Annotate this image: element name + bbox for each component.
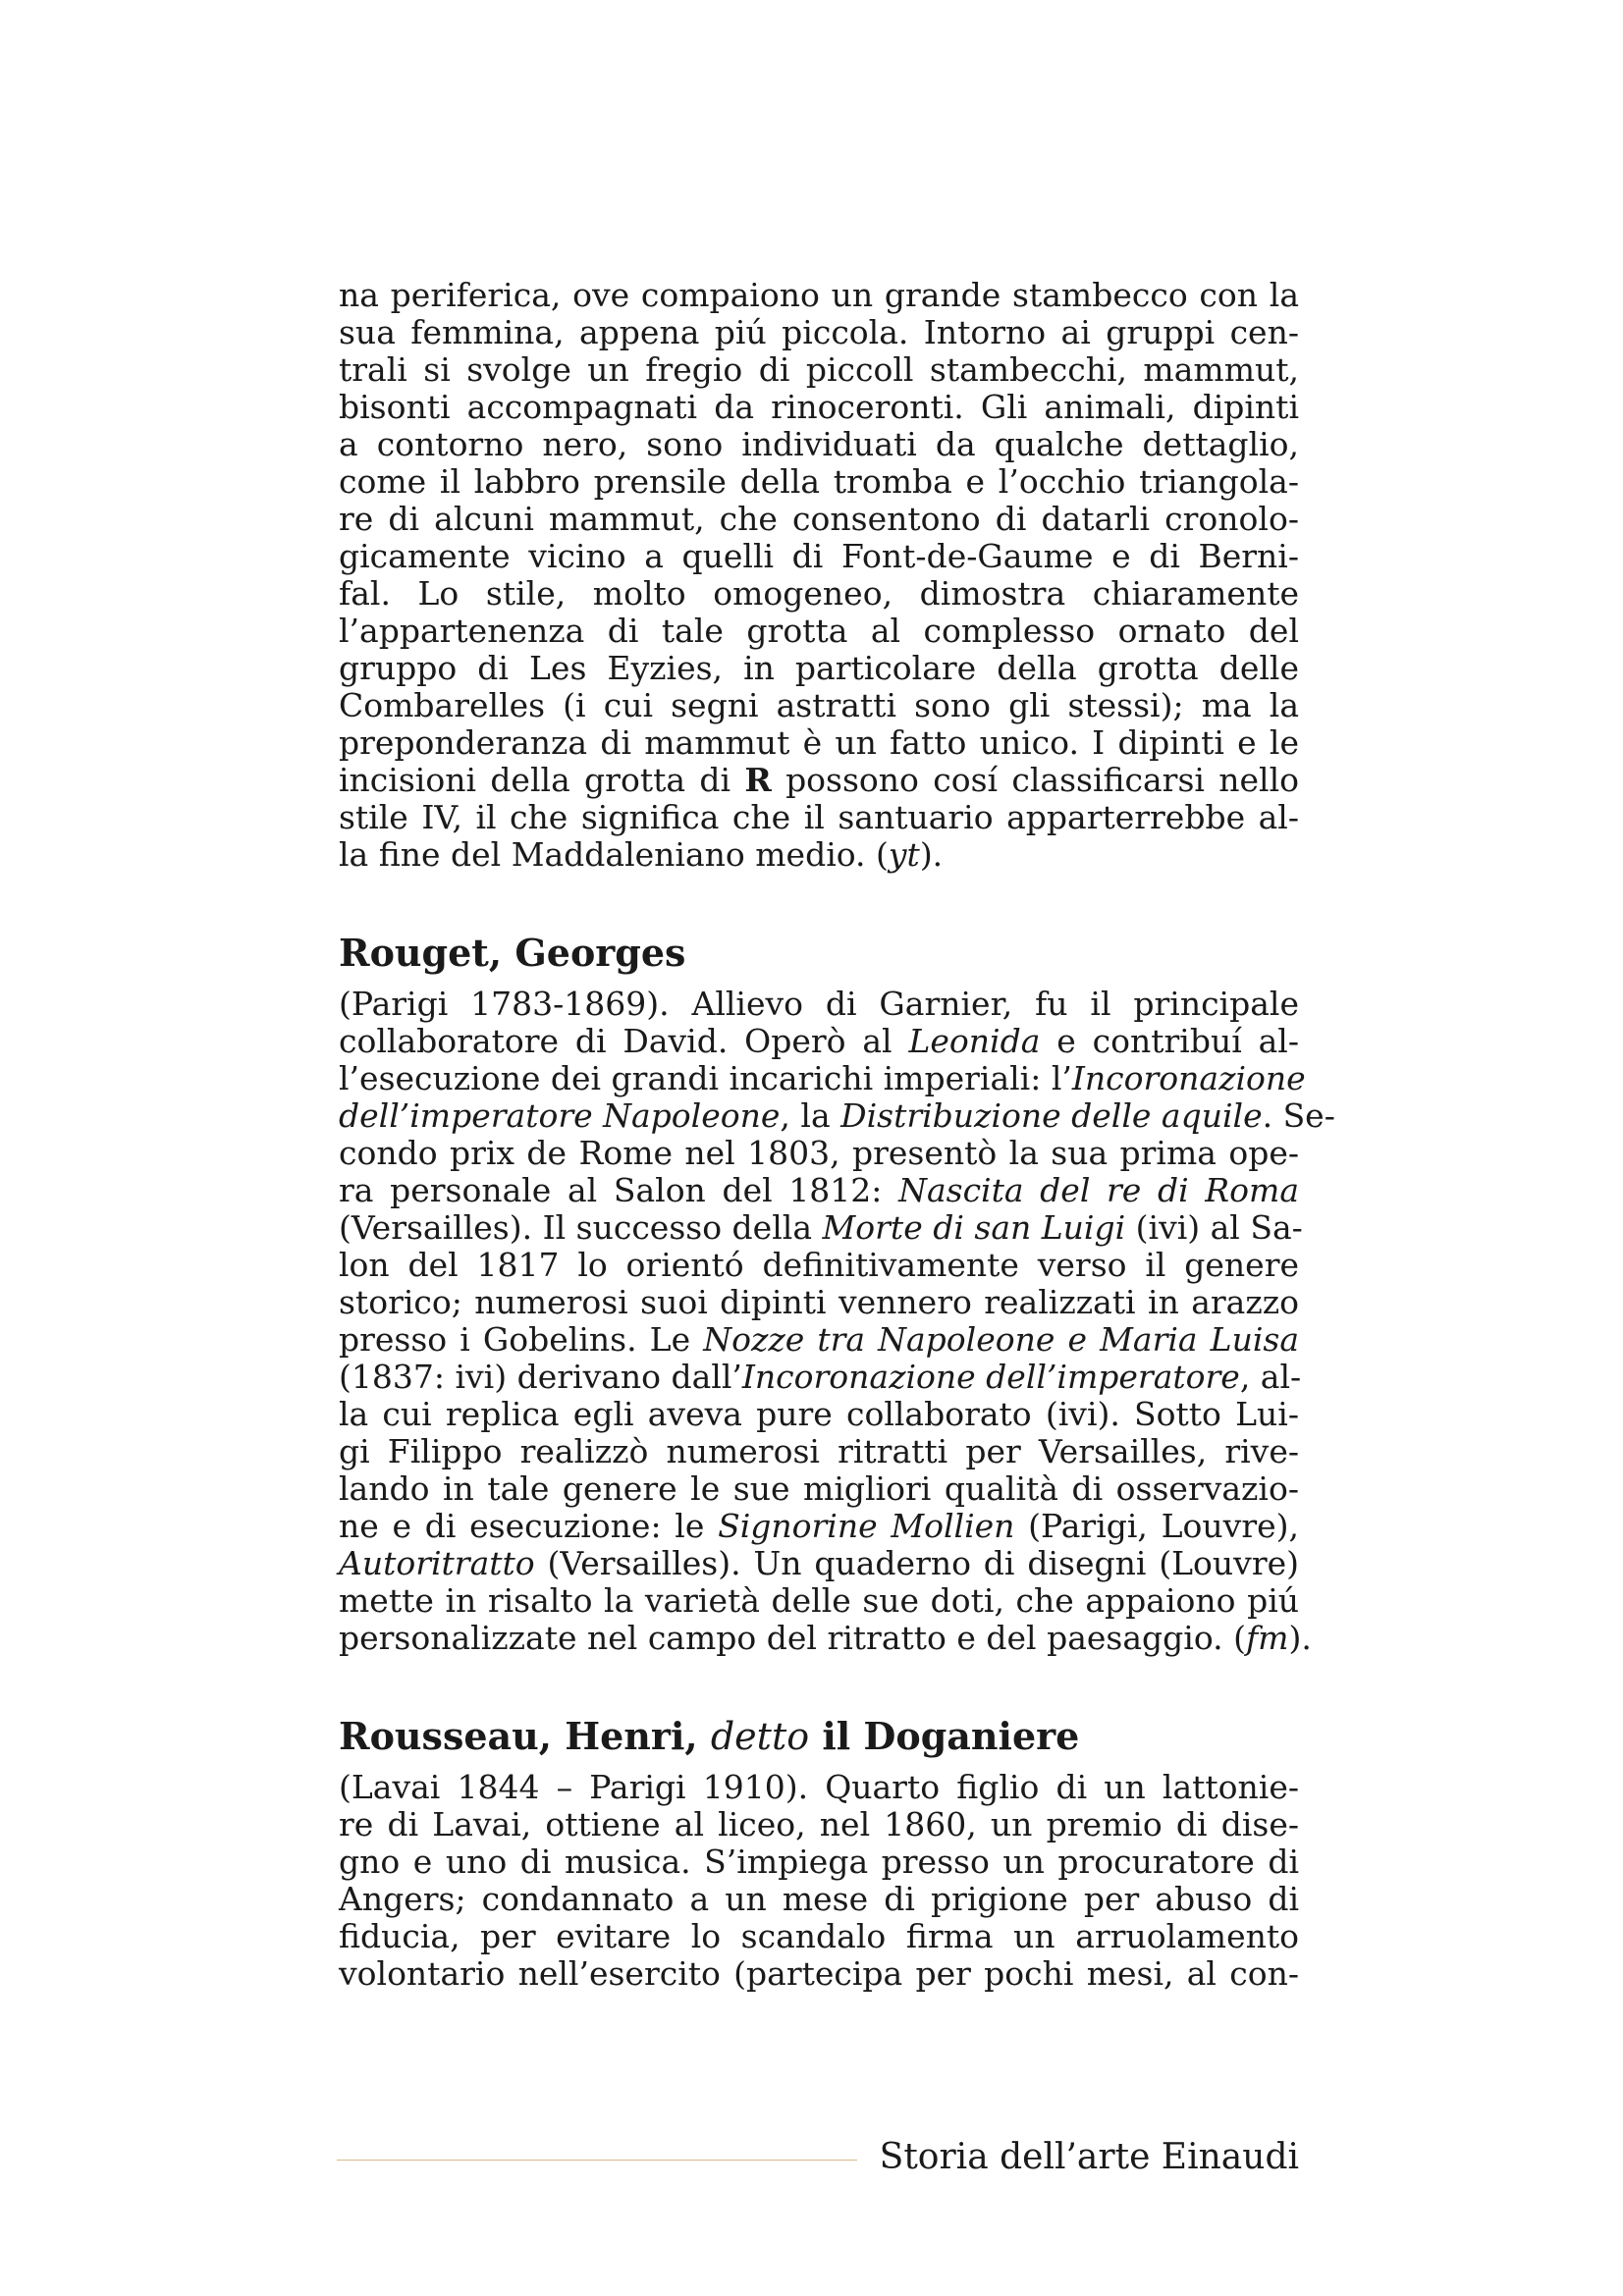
text-segment: e contribuí al-: [1056, 1022, 1300, 1060]
artwork-title: Incoronazione: [1071, 1059, 1306, 1097]
text-line: gno e uno di musica. S’impiega presso un procuratore di: [339, 1842, 1299, 1881]
text-line: [339, 1172, 1299, 1209]
text-line: bisonti accompagnati da rinoceronti. Gli animali, dipinti: [339, 388, 1299, 426]
text-segment: possono cosí classificarsi nello: [785, 761, 1299, 799]
text-segment: (ivi) al Sa-: [1135, 1208, 1303, 1247]
text-segment: ).: [1288, 1619, 1312, 1657]
text-line: [339, 1321, 1299, 1359]
text-segment: (Parigi, Louvre),: [1028, 1507, 1299, 1545]
heading-segment: detto: [710, 1715, 810, 1758]
text-line: (Lavai 1844 – Parigi 1910). Quarto figlio di un lattonie-: [339, 1768, 1299, 1806]
heading-segment: il Doganiere: [822, 1714, 1080, 1758]
page-body: [339, 276, 1335, 1993]
text-line: [339, 1059, 1306, 1097]
text-line: [339, 836, 1299, 874]
text-line: fiducia, per evitare lo scandalo firma un arruolamento: [339, 1917, 1299, 1955]
text-line: lando in tale genere le sue migliori qualità di osservazio-: [339, 1469, 1299, 1508]
text-line: [339, 1023, 1299, 1060]
text-line: gruppo di Les Eyzies, in particolare della grotta delle: [339, 649, 1299, 687]
text-segment: . Se-: [1262, 1096, 1335, 1135]
text-line: gicamente vicino a quelli di Font-de-Gaume e di Berni-: [339, 537, 1299, 575]
artwork-title: dell’imperatore Napoleone: [339, 1096, 781, 1135]
text-segment: personalizzate nel campo del ritratto e del paesaggio. (: [339, 1619, 1246, 1657]
entry-rousseau: [339, 1714, 1299, 1993]
footer-title: Storia dell’arte Einaudi: [879, 2137, 1299, 2177]
text-line: [339, 1545, 1299, 1582]
text-line: (Parigi 1783-1869). Allievo di Garnier, fu il principale: [339, 985, 1299, 1023]
text-segment: ne e di esecuzione: le: [339, 1507, 705, 1545]
artwork-title: Distribuzione delle aquile: [840, 1096, 1263, 1135]
text-line: preponderanza di mammut è un fatto unico. I dipinti e le: [339, 723, 1299, 762]
entry-heading: [339, 1714, 1299, 1759]
text-segment: incisioni della grotta di: [339, 761, 730, 799]
artwork-title: Nascita del re di Roma: [898, 1171, 1299, 1209]
text-line: re di alcuni mammut, che consentono di datarli cronolo-: [339, 500, 1299, 538]
footer-rule: [337, 2160, 857, 2161]
text-segment: , al-: [1239, 1358, 1302, 1396]
section-r-continuation: [339, 277, 1299, 874]
heading-segment: Rousseau, Henri,: [339, 1714, 698, 1758]
text-segment: (Versailles). Un quaderno di disegni (Louvre): [547, 1544, 1299, 1582]
text-line: na periferica, ove compaiono un grande stambecco con la: [339, 276, 1299, 314]
text-segment: ).: [919, 835, 944, 874]
text-segment: (1837: ivi) derivano dall’: [339, 1358, 742, 1396]
text-line: re di Lavai, ottiene al liceo, nel 1860, un premio di dise-: [339, 1805, 1299, 1843]
text-line: volontario nell’esercito (partecipa per pochi mesi, al con-: [339, 1954, 1299, 1993]
text-line: [339, 1358, 1302, 1396]
text-line: Combarelles (i cui segni astratti sono gli stessi); ma la: [339, 686, 1299, 724]
text-line: condo prix de Rome nel 1803, presentò la sua prima ope-: [339, 1134, 1299, 1172]
entry-heading: Rouget, Georges: [339, 931, 686, 975]
text-line: [339, 762, 1299, 799]
entry-rouget: [339, 931, 1335, 1657]
text-line: [339, 1508, 1299, 1545]
artwork-title: Leonida: [908, 1022, 1041, 1060]
text-segment: ra personale al Salon del 1812:: [339, 1171, 883, 1209]
artwork-title: Nozze tra Napoleone e Maria Luisa: [703, 1320, 1299, 1359]
text-line: stile IV, il che significa che il santuario apparterrebbe al-: [339, 798, 1299, 836]
text-line: trali si svolge un fregio di piccoll stambecchi, mammut,: [339, 350, 1299, 389]
artwork-title: Incoronazione dell’imperatore: [741, 1358, 1240, 1396]
text-line: fal. Lo stile, molto omogeneo, dimostra chiaramente: [339, 574, 1299, 613]
text-segment: , la: [780, 1096, 831, 1135]
page-footer: [337, 2138, 1299, 2177]
text-segment: l’esecuzione dei grandi incarichi imperiali: l’: [339, 1059, 1072, 1097]
text-segment: la fine del Maddaleniano medio. (: [339, 835, 889, 874]
author-initials: yt: [888, 835, 920, 874]
text-line: gi Filippo realizzò numerosi ritratti per Versailles, rive-: [339, 1432, 1299, 1470]
author-initials: fm: [1245, 1619, 1289, 1657]
text-line: [339, 1208, 1303, 1247]
text-segment: (Versailles). Il successo della: [339, 1208, 812, 1247]
entry-reference: R: [744, 761, 772, 799]
text-line: la cui replica egli aveva pure collaborato (ivi). Sotto Lui-: [339, 1395, 1299, 1433]
text-line: [339, 1096, 1335, 1135]
text-line: [339, 1619, 1312, 1657]
artwork-title: Autoritratto: [339, 1544, 535, 1582]
artwork-title: Morte di san Luigi: [822, 1208, 1126, 1247]
text-line: lon del 1817 lo orientó definitivamente verso il genere: [339, 1246, 1299, 1284]
text-line: mette in risalto la varietà delle sue doti, che appaiono piú: [339, 1581, 1299, 1620]
text-segment: presso i Gobelins. Le: [339, 1320, 691, 1359]
text-segment: collaboratore di David. Operò al: [339, 1022, 893, 1060]
artwork-title: Signorine Mollien: [718, 1507, 1015, 1545]
text-line: a contorno nero, sono individuati da qualche dettaglio,: [339, 425, 1299, 463]
text-line: l’appartenenza di tale grotta al complesso ornato del: [339, 612, 1299, 650]
text-line: come il labbro prensile della tromba e l’occhio triangola-: [339, 462, 1299, 501]
text-line: storico; numerosi suoi dipinti vennero realizzati in arazzo: [339, 1283, 1299, 1321]
text-line: sua femmina, appena piú piccola. Intorno ai gruppi cen-: [339, 313, 1299, 351]
text-line: Angers; condannato a un mese di prigione per abuso di: [339, 1880, 1299, 1918]
